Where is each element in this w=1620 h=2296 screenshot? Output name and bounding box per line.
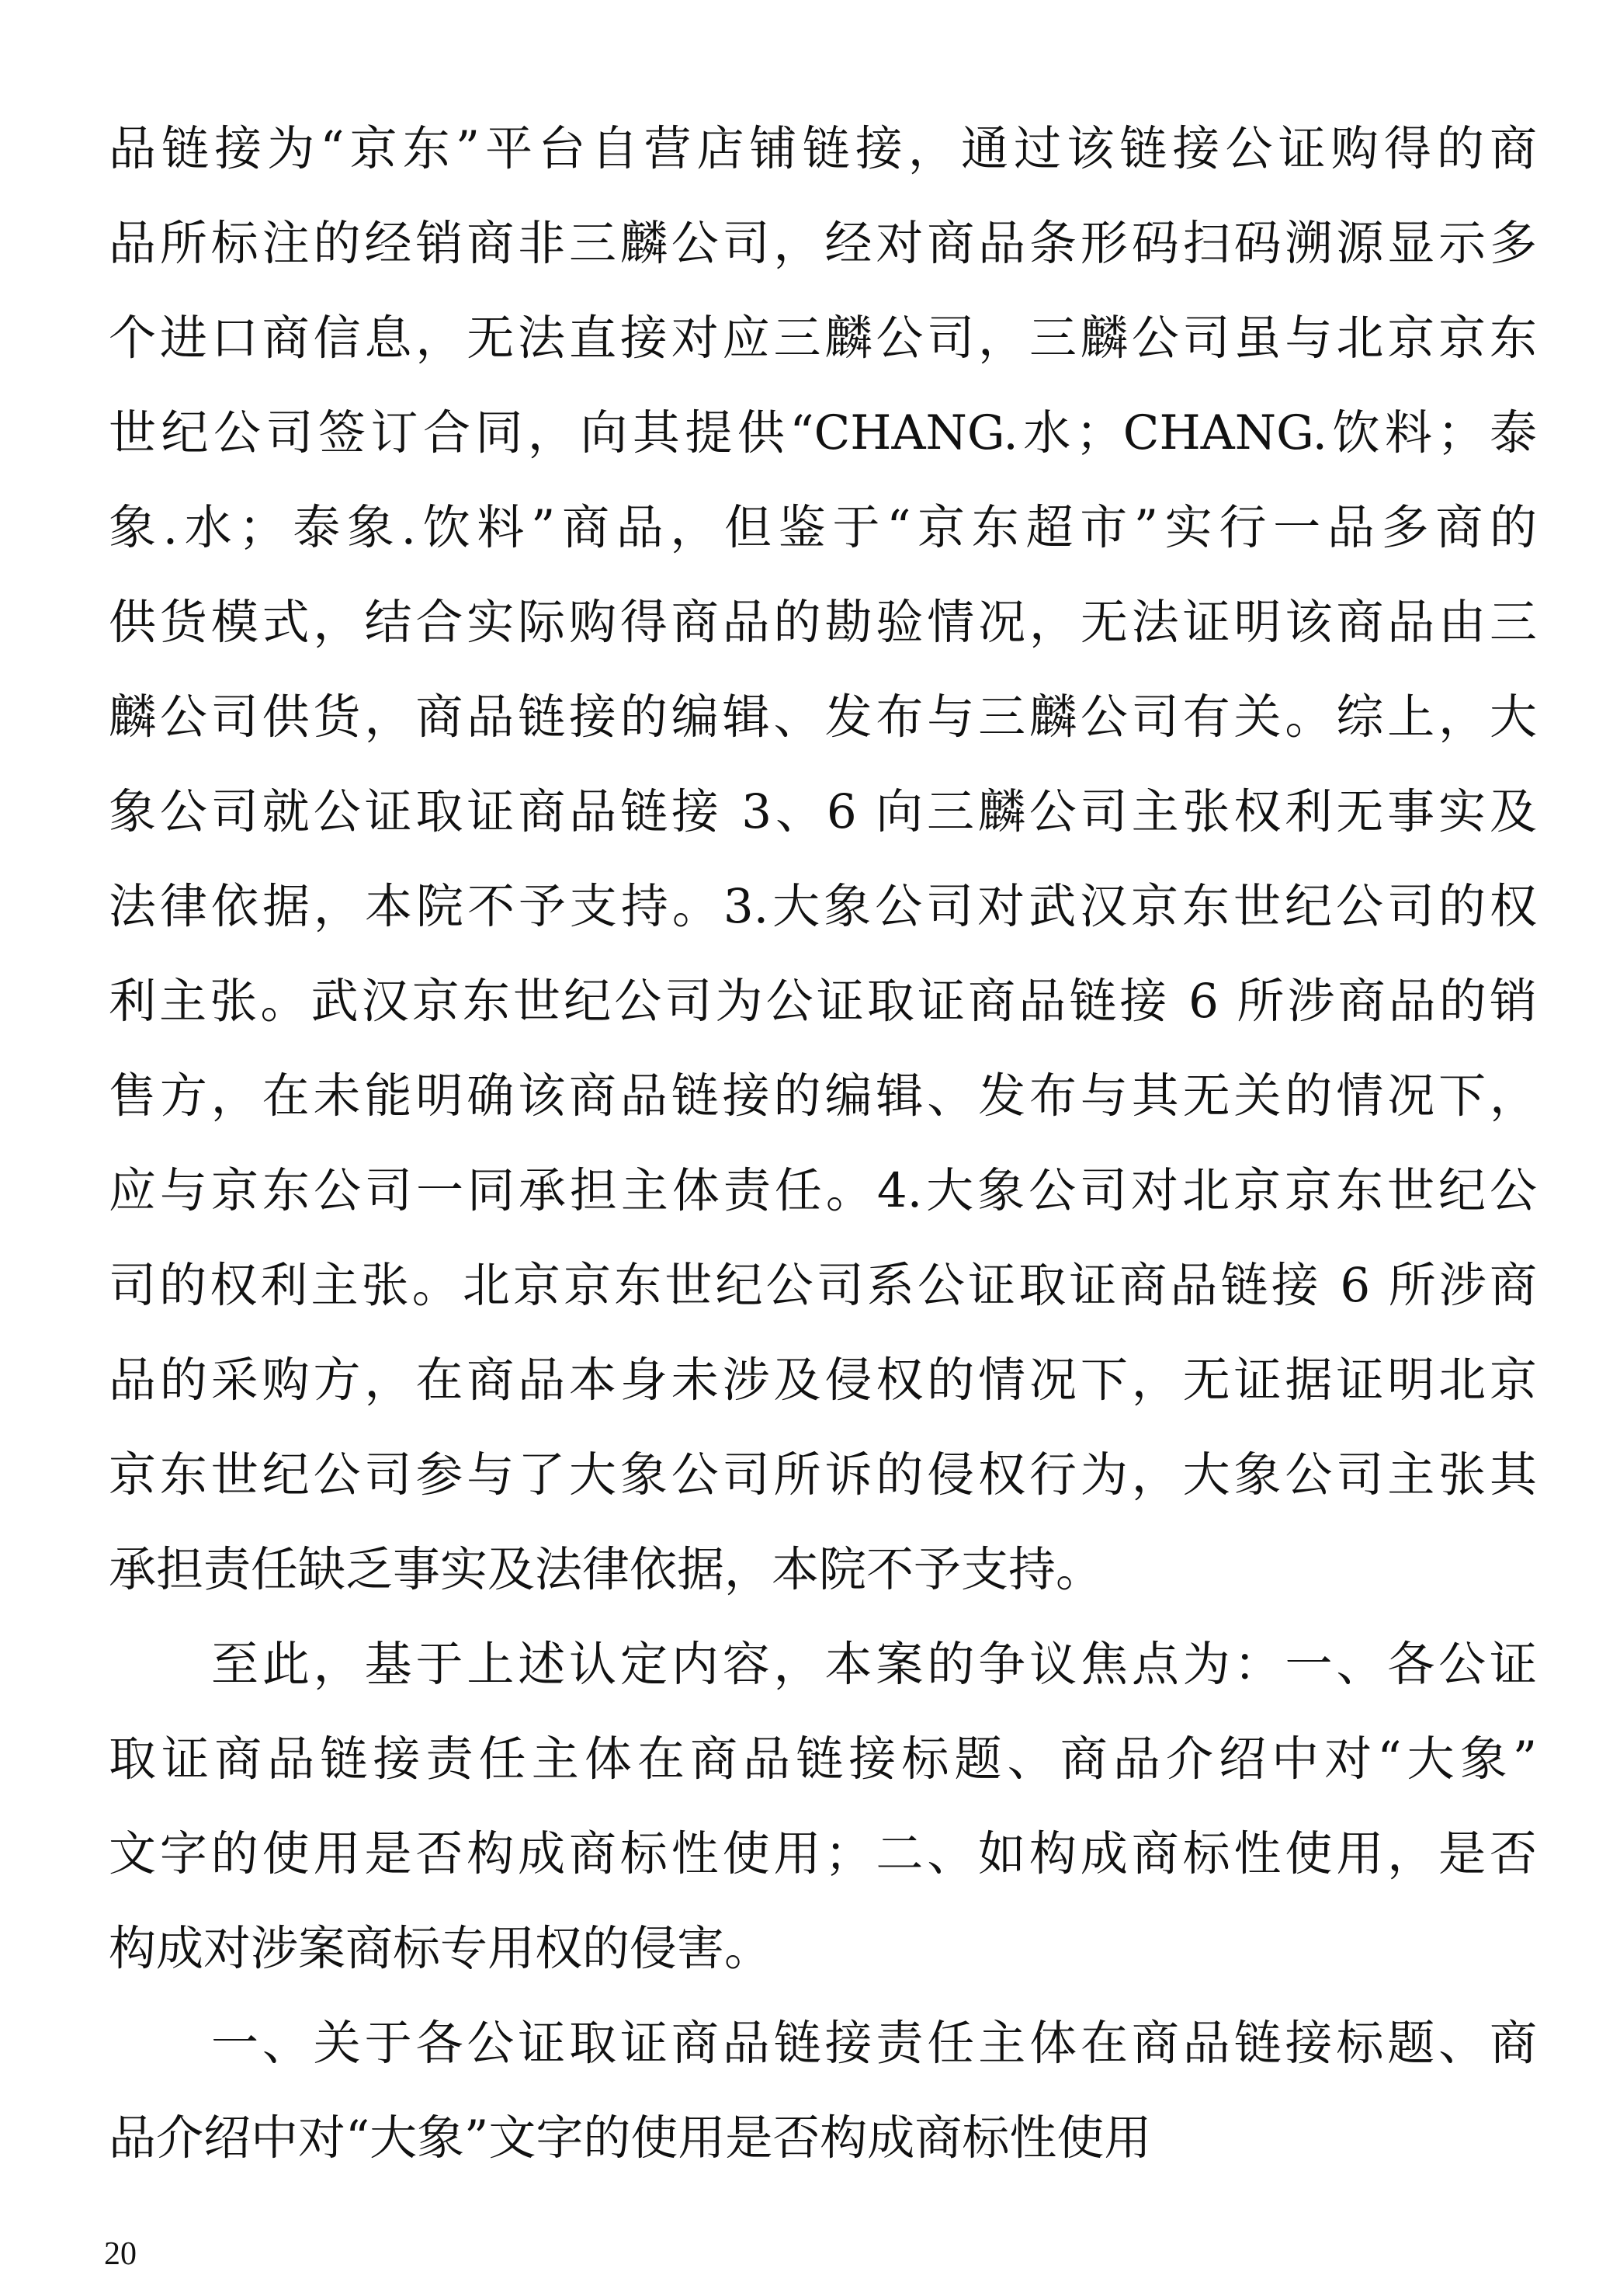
text-line: 售方，在未能明确该商品链接的编辑、发布与其无关的情况下， [109, 1068, 1537, 1124]
page-number: 20 [104, 2236, 137, 2272]
text-line: 个进口商信息，无法直接对应三麟公司，三麟公司虽与北京京东 [109, 311, 1537, 366]
text-line: 法律依据，本院不予支持。3.大象公司对武汉京东世纪公司的权 [109, 879, 1537, 934]
text-line: 供货模式，结合实际购得商品的勘验情况，无法证明该商品由三 [109, 595, 1537, 650]
text-line: 品链接为“京东”平台自营店铺链接，通过该链接公证购得的商 [109, 121, 1537, 176]
text-line: 构成对涉案商标专用权的侵害。 [109, 1921, 772, 1976]
text-line: 世纪公司签订合同，向其提供“CHANG.水；CHANG.饮料；泰 [109, 405, 1537, 460]
section-heading-line: 品介绍中对“大象”文字的使用是否构成商标性使用 [109, 2110, 1152, 2166]
text-line: 象.水；泰象.饮料”商品，但鉴于“京东超市”实行一品多商的 [109, 500, 1537, 555]
text-line: 京东世纪公司参与了大象公司所诉的侵权行为，大象公司主张其 [109, 1447, 1537, 1502]
text-line: 取证商品链接责任主体在商品链接标题、商品介绍中对“大象” [109, 1732, 1537, 1787]
text-line: 至此，基于上述认定内容，本案的争议焦点为：一、各公证 [211, 1637, 1537, 1692]
text-line: 文字的使用是否构成商标性使用；二、如构成商标性使用，是否 [109, 1826, 1537, 1881]
text-line: 司的权利主张。北京京东世纪公司系公证取证商品链接 6 所涉商 [109, 1258, 1537, 1313]
text-line: 品所标注的经销商非三麟公司，经对商品条形码扫码溯源显示多 [109, 216, 1537, 271]
text-line: 象公司就公证取证商品链接 3、6 向三麟公司主张权利无事实及 [109, 784, 1537, 839]
text-line: 承担责任缺乏事实及法律依据，本院不予支持。 [109, 1542, 1104, 1597]
text-line: 麟公司供货，商品链接的编辑、发布与三麟公司有关。综上，大 [109, 689, 1537, 745]
section-heading-line: 一、关于各公证取证商品链接责任主体在商品链接标题、商 [211, 2016, 1537, 2071]
text-line: 应与京东公司一同承担主体责任。4.大象公司对北京京东世纪公 [109, 1163, 1537, 1218]
text-line: 利主张。武汉京东世纪公司为公证取证商品链接 6 所涉商品的销 [109, 974, 1537, 1029]
body-text [109, 102, 1537, 2186]
text-line: 品的采购方，在商品本身未涉及侵权的情况下，无证据证明北京 [109, 1353, 1537, 1408]
